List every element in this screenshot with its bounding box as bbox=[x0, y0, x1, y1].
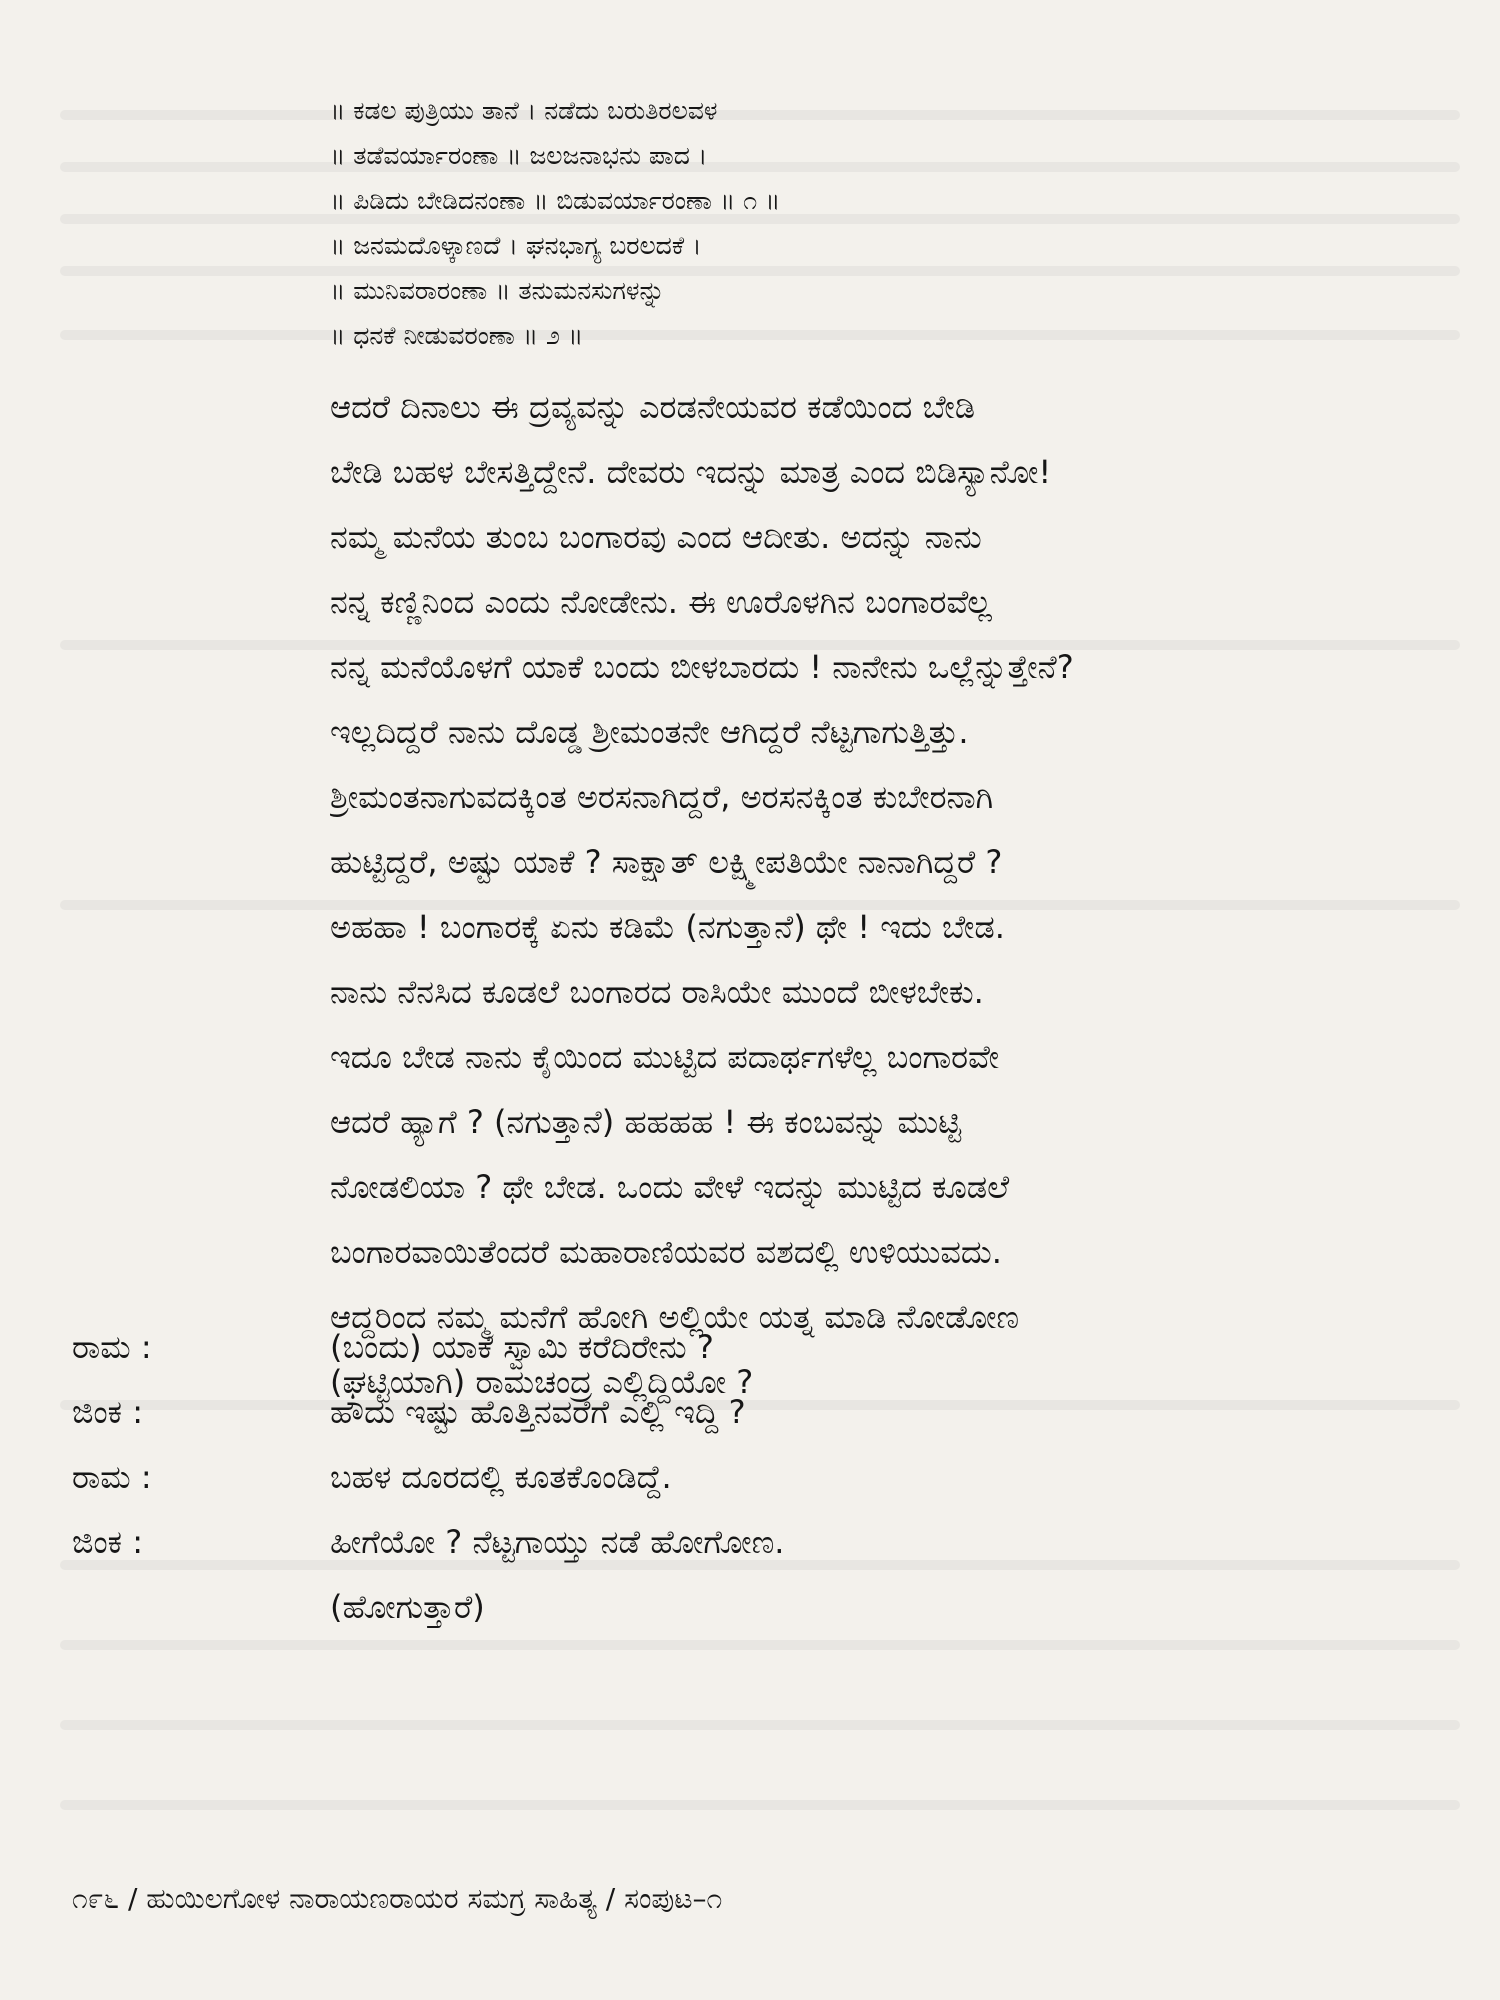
speaker-name bbox=[72, 1575, 330, 1640]
dialogue-row bbox=[72, 1575, 1452, 1640]
prose-line: ಆದರೆ ಹ್ಯಾಗೆ ? (ನಗುತ್ತಾನೆ) ಹಹಹಹ ! ಈ ಕಂಬವನ್ನು ಮುಟ್ಟಿ bbox=[330, 1103, 962, 1141]
dialogue-line: ಹೌದು ಇಷ್ಟು ಹೊತ್ತಿನವರೆಗೆ ಎಲ್ಲಿ ಇದ್ದಿ ? bbox=[330, 1393, 746, 1431]
prose-line: ನನ್ನ ಕಣ್ಣಿನಿಂದ ಎಂದು ನೋಡೇನು. ಈ ಊರೊಳಗಿನ ಬಂಗಾರವೆಲ್ಲ bbox=[330, 583, 992, 621]
song-line: ॥ ಪಿಡಿದು ಬೇಡಿದನಂಣಾ ॥ ಬಿಡುವರ್ಯಾರಂಣಾ ॥ ೧ ॥ bbox=[330, 186, 781, 215]
prose-line: ಶ್ರೀಮಂತನಾಗುವದಕ್ಕಿಂತ ಅರಸನಾಗಿದ್ದರೆ, ಅರಸನಕ್ಕಿಂತ ಕುಬೇರನಾಗಿ bbox=[330, 778, 994, 816]
dialogue-line: ಬಹಳ ದೂರದಲ್ಲಿ ಕೂತಕೊಂಡಿದ್ದೆ. bbox=[330, 1458, 672, 1496]
song-line: ॥ ಜನಮದೊಳ್ಕಾಣದೆ । ಘನಭಾಗ್ಯ ಬರಲದಕೆ । bbox=[330, 231, 702, 260]
show-through-line bbox=[60, 1800, 1460, 1810]
prose-line: ಹುಟ್ಟಿದ್ದರೆ, ಅಷ್ಟು ಯಾಕೆ ? ಸಾಕ್ಷಾತ್ ಲಕ್ಷ್ಮೀಪತಿಯೇ ನಾನಾಗಿದ್ದರೆ ? bbox=[330, 843, 1003, 881]
prose-line: ನೋಡಲಿಯಾ ? ಥೇ ಬೇಡ. ಒಂದು ವೇಳೆ ಇದನ್ನು ಮುಟ್ಟಿದ ಕೂಡಲೆ bbox=[330, 1168, 1010, 1206]
dialogue-block bbox=[72, 1315, 1452, 1640]
prose-line: ನನ್ನ ಮನೆಯೊಳಗೆ ಯಾಕೆ ಬಂದು ಬೀಳಬಾರದು ! ನಾನೇನು ಒಲ್ಲೆನ್ನುತ್ತೇನೆ? bbox=[330, 648, 1074, 686]
song-line: ॥ ಮುನಿವರಾರಂಣಾ ॥ ತನುಮನಸುಗಳನ್ನು bbox=[330, 276, 665, 305]
prose-line: ಅಹಹಾ ! ಬಂಗಾರಕ್ಕೆ ಏನು ಕಡಿಮೆ (ನಗುತ್ತಾನೆ) ಥೇ ! ಇದು ಬೇಡ. bbox=[330, 908, 1005, 946]
dialogue-row bbox=[72, 1380, 1452, 1445]
dialogue-row bbox=[72, 1445, 1452, 1510]
prose-line: ಆದರೆ ದಿನಾಲು ಈ ದ್ರವ್ಯವನ್ನು ಎರಡನೇಯವರ ಕಡೆಯಿಂದ ಬೇಡಿ bbox=[330, 388, 976, 426]
show-through-line bbox=[60, 1720, 1460, 1730]
dialogue-row bbox=[72, 1510, 1452, 1575]
song-line: ॥ ತಡೆವರ್ಯಾರಂಣಾ ॥ ಜಲಜನಾಭನು ಪಾದ । bbox=[330, 141, 708, 170]
prose-line: ಬಂಗಾರವಾಯಿತೆಂದರೆ ಮಹಾರಾಣಿಯವರ ವಶದಲ್ಲಿ ಉಳಿಯುವದು. bbox=[330, 1233, 1002, 1271]
prose-line: ನಾನು ನೆನಸಿದ ಕೂಡಲೆ ಬಂಗಾರದ ರಾಸಿಯೇ ಮುಂದೆ ಬೀಳಬೇಕು. bbox=[330, 973, 984, 1011]
monologue-paragraph bbox=[330, 375, 1450, 1415]
prose-line: ಇಲ್ಲದಿದ್ದರೆ ನಾನು ದೊಡ್ಡ ಶ್ರೀಮಂತನೇ ಆಗಿದ್ದರೆ ನೆಟ್ಟಗಾಗುತ್ತಿತ್ತು. bbox=[330, 713, 969, 751]
dialogue-row bbox=[72, 1315, 1452, 1380]
stage-direction: (ಹೋಗುತ್ತಾರೆ) bbox=[330, 1588, 485, 1626]
prose-line: ನಮ್ಮ ಮನೆಯ ತುಂಬ ಬಂಗಾರವು ಎಂದ ಆದೀತು. ಅದನ್ನು ನಾನು bbox=[330, 518, 982, 556]
prose-line: ಇದೂ ಬೇಡ ನಾನು ಕೈಯಿಂದ ಮುಟ್ಟಿದ ಪದಾರ್ಥಗಳೆಲ್ಲ ಬಂಗಾರವೇ bbox=[330, 1038, 1000, 1076]
speaker-name: ಜಿಂಕ : bbox=[72, 1523, 144, 1561]
song-line: ॥ ಧನಕೆ ನೀಡುವರಂಣಾ ॥ ೨ ॥ bbox=[330, 321, 584, 350]
prose-line: ಆದ್ದರಿಂದ ನಮ್ಮ ಮನೆಗೆ ಹೋಗಿ ಅಲ್ಲಿಯೇ ಯತ್ನ ಮಾಡಿ ನೋಡೋಣ bbox=[330, 1298, 1020, 1336]
speaker-name: ಜಿಂಕ : bbox=[72, 1393, 144, 1431]
show-through-line bbox=[60, 1640, 1460, 1650]
prose-line: (ಘಟ್ಟಿಯಾಗಿ) ರಾಮಚಂದ್ರ ಎಲ್ಲಿದ್ದಿಯೋ ? bbox=[330, 1363, 754, 1401]
page-footer: ೧೯೬ / ಹುಯಿಲಗೋಳ ನಾರಾಯಣರಾಯರ ಸಮಗ್ರ ಸಾಹಿತ್ಯ / ಸಂಪುಟ–೧ bbox=[72, 1882, 723, 1915]
dialogue-line: ಹೀಗೆಯೋ ? ನೆಟ್ಟಗಾಯ್ತು ನಡೆ ಹೋಗೋಣ. bbox=[330, 1523, 785, 1561]
speaker-name: ರಾಮ : bbox=[72, 1328, 152, 1366]
speaker-name: ರಾಮ : bbox=[72, 1458, 152, 1496]
song-verse bbox=[330, 88, 780, 358]
prose-line: ಬೇಡಿ ಬಹಳ ಬೇಸತ್ತಿದ್ದೇನೆ. ದೇವರು ಇದನ್ನು ಮಾತ್ರ ಎಂದ ಬಿಡಿಸ್ಯಾನೋ! bbox=[330, 453, 1052, 491]
song-line: ॥ ಕಡಲ ಪುತ್ರಿಯು ತಾನೆ । ನಡೆದು ಬರುತಿರಲವಳ bbox=[330, 96, 718, 125]
dialogue-line: (ಬಂದು) ಯಾಕೆ ಸ್ವಾಮಿ ಕರೆದಿರೇನು ? bbox=[330, 1328, 714, 1366]
